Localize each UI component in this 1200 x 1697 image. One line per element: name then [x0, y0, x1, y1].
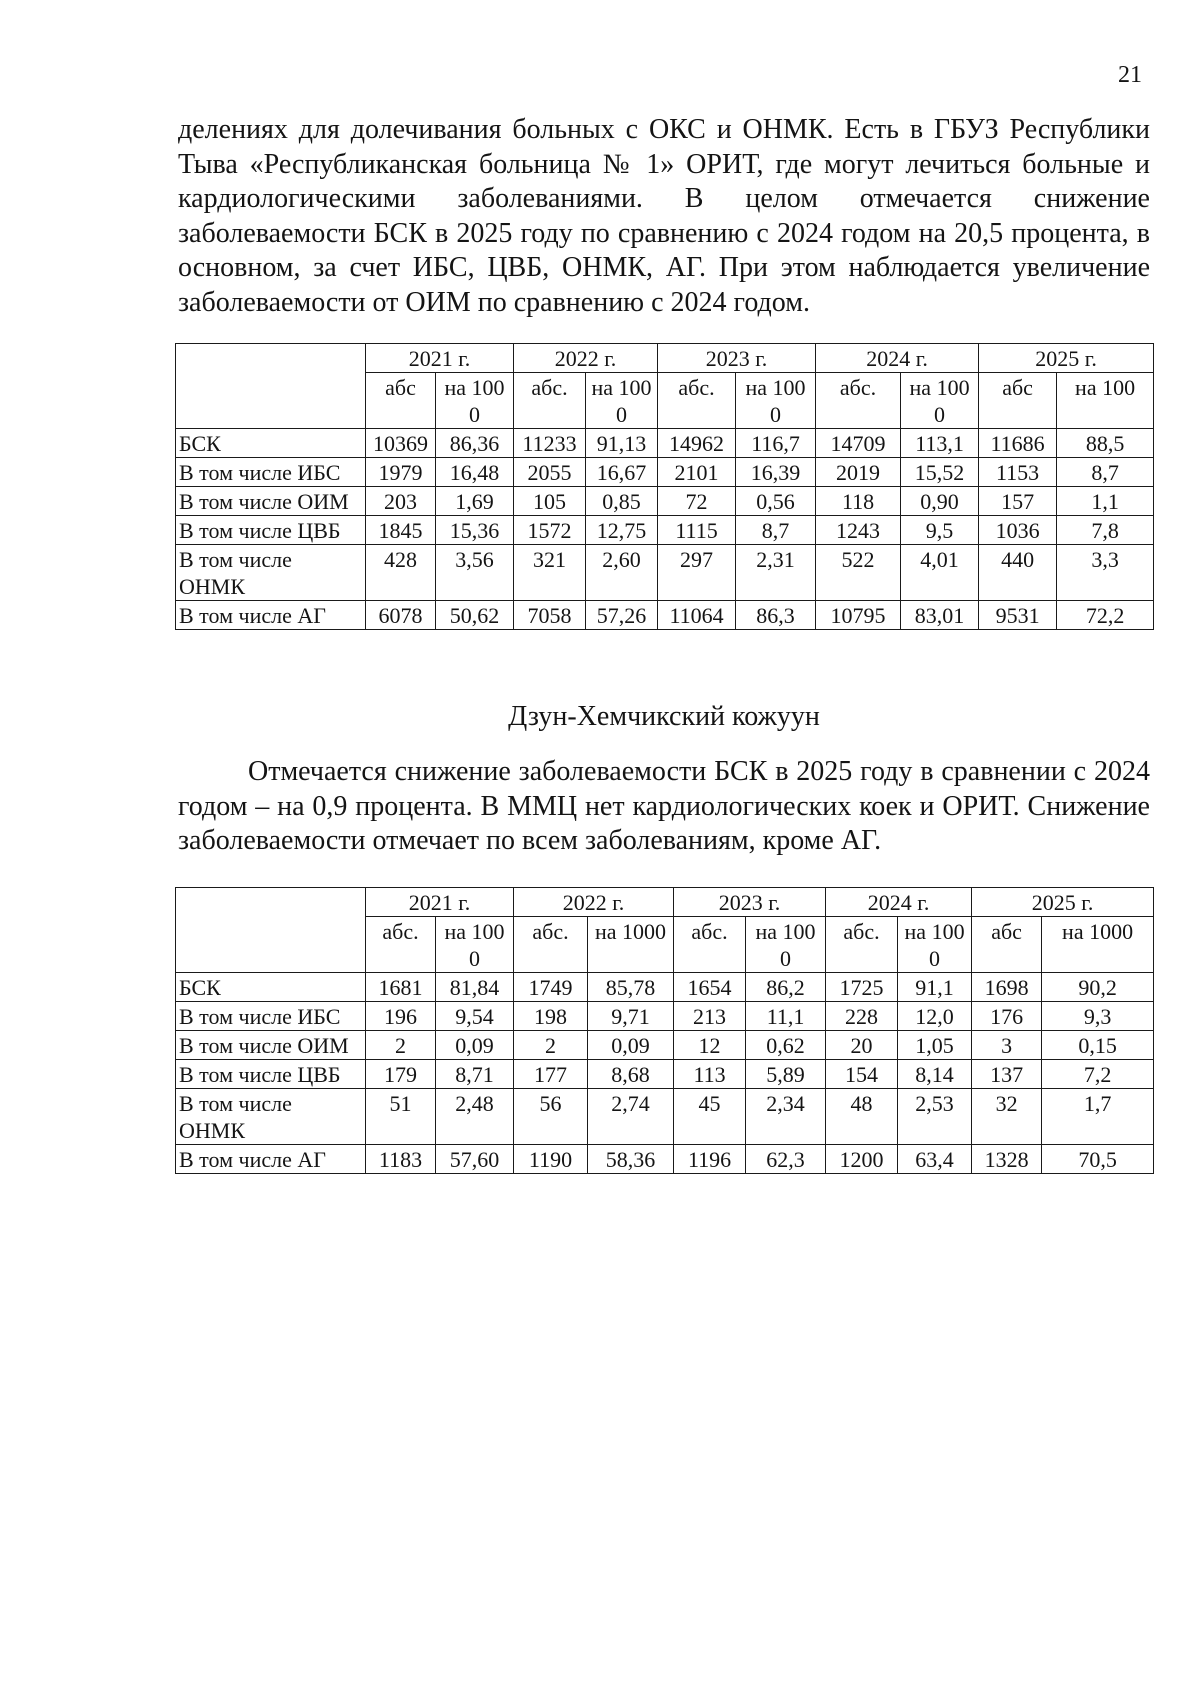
unit-header: абс.	[816, 373, 901, 429]
row-label: В том числе ИБС	[176, 1002, 366, 1031]
unit-header: на 1000	[746, 917, 826, 973]
table-cell: 91,1	[898, 973, 972, 1002]
table-row	[176, 1002, 1154, 1031]
table-cell: 2055	[514, 458, 586, 487]
table-cell: 1183	[366, 1145, 436, 1174]
table-cell: 62,3	[746, 1145, 826, 1174]
table-row	[176, 429, 1154, 458]
unit-header: на 1000	[898, 917, 972, 973]
table-row	[176, 1031, 1154, 1060]
unit-header: на 1000	[736, 373, 816, 429]
table-cell: 12	[674, 1031, 746, 1060]
header-row-years	[176, 344, 1154, 373]
table-cell: 1572	[514, 516, 586, 545]
table-row	[176, 601, 1154, 630]
table-cell: 9,71	[588, 1002, 674, 1031]
table-cell: 2,34	[746, 1089, 826, 1145]
table-cell: 2,60	[586, 545, 658, 601]
table-cell: 1725	[826, 973, 898, 1002]
table-cell: 16,39	[736, 458, 816, 487]
table-cell: 105	[514, 487, 586, 516]
table-cell: 6078	[366, 601, 436, 630]
unit-header: абс.	[658, 373, 736, 429]
header-row-years	[176, 888, 1154, 917]
table-cell: 48	[826, 1089, 898, 1145]
table-cell: 113	[674, 1060, 746, 1089]
table-cell: 32	[972, 1089, 1042, 1145]
table-cell: 154	[826, 1060, 898, 1089]
unit-header: абс.	[674, 917, 746, 973]
table-cell: 11233	[514, 429, 586, 458]
row-label: В том числе ИБС	[176, 458, 366, 487]
table-cell: 137	[972, 1060, 1042, 1089]
unit-header: на 1000	[1042, 917, 1154, 973]
table-cell: 9,5	[901, 516, 979, 545]
table-cell: 3	[972, 1031, 1042, 1060]
row-label: В том числе ОИМ	[176, 487, 366, 516]
unit-header: на 1000	[586, 373, 658, 429]
table-cell: 15,52	[901, 458, 979, 487]
table-cell: 11,1	[746, 1002, 826, 1031]
year-header: 2022 г.	[514, 888, 674, 917]
table-cell: 85,78	[588, 973, 674, 1002]
table-cell: 11686	[979, 429, 1057, 458]
row-label: В том числе ОИМ	[176, 1031, 366, 1060]
table-cell: 7,2	[1042, 1060, 1154, 1089]
table-cell: 157	[979, 487, 1057, 516]
table-cell: 7,8	[1057, 516, 1154, 545]
table-cell: 179	[366, 1060, 436, 1089]
table-cell: 1698	[972, 973, 1042, 1002]
table-cell: 91,13	[586, 429, 658, 458]
table-cell: 1,1	[1057, 487, 1154, 516]
unit-header: абс	[366, 373, 436, 429]
table-cell: 51	[366, 1089, 436, 1145]
year-header: 2021 г.	[366, 344, 514, 373]
row-label: БСК	[176, 429, 366, 458]
year-header: 2025 г.	[972, 888, 1154, 917]
row-label: БСК	[176, 973, 366, 1002]
unit-header: абс.	[514, 917, 588, 973]
table-cell: 57,26	[586, 601, 658, 630]
unit-header: на 1000	[436, 917, 514, 973]
unit-header: абс.	[514, 373, 586, 429]
table-cell: 1979	[366, 458, 436, 487]
table-cell: 2,74	[588, 1089, 674, 1145]
table-cell: 0,56	[736, 487, 816, 516]
table-cell: 213	[674, 1002, 746, 1031]
table-cell: 72	[658, 487, 736, 516]
table-cell: 0,09	[436, 1031, 514, 1060]
table-cell: 297	[658, 545, 736, 601]
unit-header: на 1000	[588, 917, 674, 973]
table-cell: 1200	[826, 1145, 898, 1174]
row-label: В том числе АГ	[176, 1145, 366, 1174]
corner-cell	[176, 888, 366, 973]
table-cell: 118	[816, 487, 901, 516]
row-label: В том числе ЦВБ	[176, 1060, 366, 1089]
table-cell: 1196	[674, 1145, 746, 1174]
table-cell: 2,48	[436, 1089, 514, 1145]
table-cell: 1845	[366, 516, 436, 545]
table-cell: 2,53	[898, 1089, 972, 1145]
table-row	[176, 1089, 1154, 1145]
row-label: В том числе ОНМК	[176, 545, 366, 601]
table-row	[176, 487, 1154, 516]
table-cell: 1749	[514, 973, 588, 1002]
table-cell: 1036	[979, 516, 1057, 545]
table-cell: 8,68	[588, 1060, 674, 1089]
unit-header: абс	[972, 917, 1042, 973]
table-cell: 4,01	[901, 545, 979, 601]
table-cell: 2101	[658, 458, 736, 487]
table-cell: 1654	[674, 973, 746, 1002]
table-body	[176, 888, 1154, 1174]
table-cell: 10369	[366, 429, 436, 458]
table-cell: 86,3	[736, 601, 816, 630]
table-cell: 57,60	[436, 1145, 514, 1174]
table-cell: 10795	[816, 601, 901, 630]
table-cell: 2	[514, 1031, 588, 1060]
table-cell: 9531	[979, 601, 1057, 630]
table-cell: 113,1	[901, 429, 979, 458]
table-cell: 1,05	[898, 1031, 972, 1060]
table-cell: 86,2	[746, 973, 826, 1002]
unit-header: абс.	[366, 917, 436, 973]
corner-cell	[176, 344, 366, 429]
table-cell: 8,71	[436, 1060, 514, 1089]
intro-paragraph: делениях для долечивания больных с ОКС и ОНМК. Есть в ГБУЗ Республики Тыва «Республиканская больница № 1» ОРИТ, где могут лечиться больные и кардиологическими заболеваниями. В целом отмечается снижение заболеваемости БСК в 2025 году по сравнению с 2024 годом на 20,5 процента, в основном, за счет ИБС, ЦВБ, ОНМК, АГ. При этом наблюдается увеличение заболеваемости от ОИМ по сравнению с 2024 годом.	[178, 114, 1150, 318]
table-cell: 428	[366, 545, 436, 601]
table-cell: 14709	[816, 429, 901, 458]
page-number: 21	[1118, 62, 1142, 88]
table-cell: 196	[366, 1002, 436, 1031]
table-bsk-morbidity-1	[175, 343, 1154, 630]
table-cell: 1328	[972, 1145, 1042, 1174]
table-cell: 0,90	[901, 487, 979, 516]
table-cell: 86,36	[436, 429, 514, 458]
table-bsk-morbidity-2	[175, 887, 1154, 1174]
year-header: 2023 г.	[674, 888, 826, 917]
table-cell: 83,01	[901, 601, 979, 630]
table-cell: 1,7	[1042, 1089, 1154, 1145]
table-cell: 81,84	[436, 973, 514, 1002]
table-cell: 522	[816, 545, 901, 601]
table-cell: 72,2	[1057, 601, 1154, 630]
unit-header: абс	[979, 373, 1057, 429]
table-cell: 58,36	[588, 1145, 674, 1174]
table-cell: 1243	[816, 516, 901, 545]
table-row	[176, 516, 1154, 545]
table-cell: 0,62	[746, 1031, 826, 1060]
table-cell: 0,09	[588, 1031, 674, 1060]
unit-header: абс.	[826, 917, 898, 973]
table-cell: 16,67	[586, 458, 658, 487]
table-cell: 3,56	[436, 545, 514, 601]
row-label: В том числе АГ	[176, 601, 366, 630]
table-cell: 2,31	[736, 545, 816, 601]
row-label: В том числе ОНМК	[176, 1089, 366, 1145]
year-header: 2024 г.	[816, 344, 979, 373]
year-header: 2021 г.	[366, 888, 514, 917]
table-cell: 3,3	[1057, 545, 1154, 601]
year-header: 2023 г.	[658, 344, 816, 373]
table-cell: 1153	[979, 458, 1057, 487]
table-cell: 0,85	[586, 487, 658, 516]
table-cell: 8,7	[736, 516, 816, 545]
table-cell: 198	[514, 1002, 588, 1031]
unit-header: на 1000	[436, 373, 514, 429]
table-cell: 440	[979, 545, 1057, 601]
section-heading: Дзун-Хемчикский кожуун	[508, 701, 820, 732]
table-row	[176, 1060, 1154, 1089]
table-cell: 16,48	[436, 458, 514, 487]
table-cell: 45	[674, 1089, 746, 1145]
table-cell: 90,2	[1042, 973, 1154, 1002]
year-header: 2022 г.	[514, 344, 658, 373]
table-cell: 12,0	[898, 1002, 972, 1031]
table-cell: 12,75	[586, 516, 658, 545]
table-cell: 9,3	[1042, 1002, 1154, 1031]
table-cell: 11064	[658, 601, 736, 630]
table-cell: 20	[826, 1031, 898, 1060]
table-row	[176, 1145, 1154, 1174]
table-cell: 116,7	[736, 429, 816, 458]
table-cell: 15,36	[436, 516, 514, 545]
table-cell: 321	[514, 545, 586, 601]
table-cell: 50,62	[436, 601, 514, 630]
table-cell: 8,14	[898, 1060, 972, 1089]
table-cell: 2019	[816, 458, 901, 487]
table-row	[176, 973, 1154, 1002]
table-cell: 228	[826, 1002, 898, 1031]
table-cell: 1,69	[436, 487, 514, 516]
table-cell: 7058	[514, 601, 586, 630]
row-label: В том числе ЦВБ	[176, 516, 366, 545]
table-cell: 5,89	[746, 1060, 826, 1089]
table-cell: 176	[972, 1002, 1042, 1031]
table-cell: 1681	[366, 973, 436, 1002]
table-row	[176, 458, 1154, 487]
year-header: 2024 г.	[826, 888, 972, 917]
table-body	[176, 344, 1154, 630]
table-cell: 63,4	[898, 1145, 972, 1174]
table-cell: 203	[366, 487, 436, 516]
table-cell: 14962	[658, 429, 736, 458]
table-cell: 177	[514, 1060, 588, 1089]
table-cell: 1115	[658, 516, 736, 545]
unit-header: на 100	[1057, 373, 1154, 429]
unit-header: на 1000	[901, 373, 979, 429]
table-cell: 9,54	[436, 1002, 514, 1031]
year-header: 2025 г.	[979, 344, 1154, 373]
table-cell: 88,5	[1057, 429, 1154, 458]
table-cell: 1190	[514, 1145, 588, 1174]
table-cell: 56	[514, 1089, 588, 1145]
table-row	[176, 545, 1154, 601]
table-cell: 0,15	[1042, 1031, 1154, 1060]
table-cell: 70,5	[1042, 1145, 1154, 1174]
district-paragraph: Отмечается снижение заболеваемости БСК в 2025 году в сравнении с 2024 годом – на 0,9 процента. В ММЦ нет кардиологических коек и ОРИТ. Снижение заболеваемости отмечает по всем заболеваниям, кроме АГ.	[178, 756, 1150, 856]
table-cell: 8,7	[1057, 458, 1154, 487]
table-cell: 2	[366, 1031, 436, 1060]
